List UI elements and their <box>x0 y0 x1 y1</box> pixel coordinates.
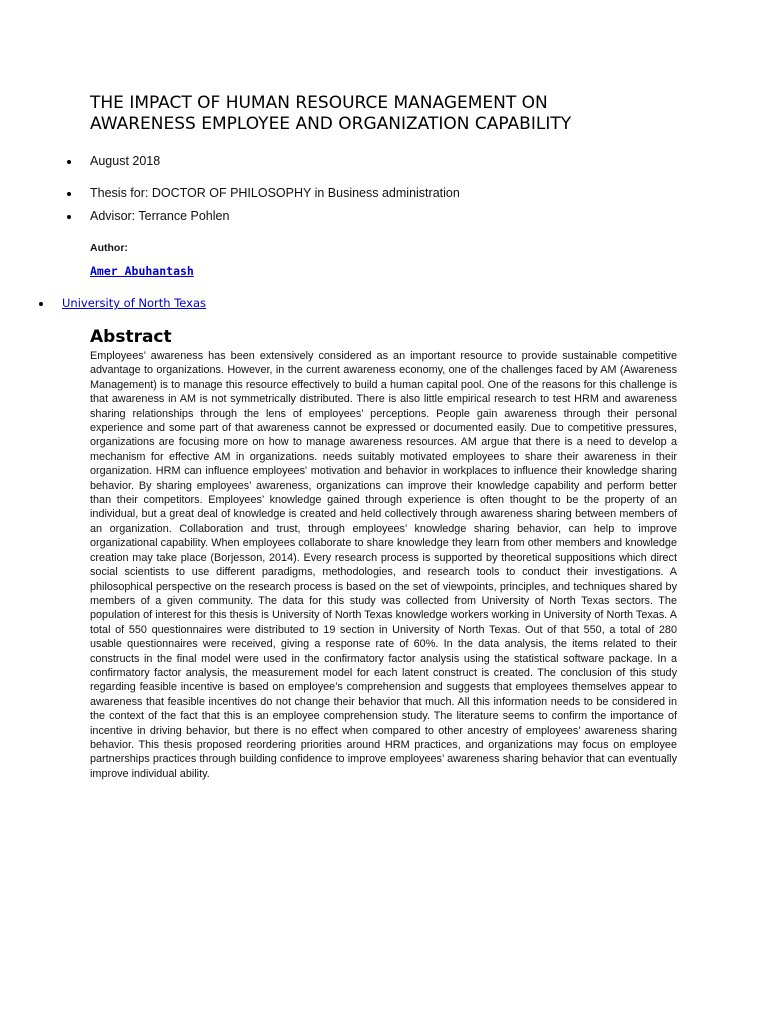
abstract-body: Employees’ awareness has been extensively considered as an important resource to provide sustainable competitive advantage to organizations. However, in the current awareness economy, one of the challenges faced by AM (Awareness Management) is to manage this resource effectively to build a human capital pool. One of the reasons for this challenge is that awareness in AM is not symmetrically distributed. There is also little empirical research to test HRM and awareness sharing relationships through the lens of employees’ perceptions. People gain awareness through their personal experience and some part of that awareness cannot be expressed or documented easily. Due to competitive pressures, organizations are focusing more on how to manage awareness resources. AM argue that there is a need to develop a mechanism for effective AM in organizations. needs suitably motivated employees to share their awareness in their organization. HRM can influence employees' motivation and behavior in workplaces to influence their knowledge sharing behavior. By sharing employees’ awareness, organizations can improve their knowledge capability and perform better than their competitors. Employees’ knowledge gained through experience is often thought to be the property of an individual, but a great deal of knowledge is created and held collectively through awareness sharing between members of an organization. Collaboration and trust, through employees’ knowledge sharing behavior, can help to improve organizational capability. When employees collaborate to share knowledge they learn from other members and knowledge creation may take place (Borjesson, 2014). Every research process is supported by theoretical suppositions which direct social scientists to use different paradigms, methodologies, and research tools to conduct their investigations. A philosophical perspective on the research process is based on the set of viewpoints, principles, and techniques shared by members of a given community. The data for this study was collected from University of North Texas sectors. The population of interest for this thesis is University of North Texas knowledge workers working in University of North Texas. A total of 550 questionnaires were distributed to 19 section in University of North Texas. Out of that 550, a total of 280 usable questionnaires were received, giving a response rate of 60%. In the data analysis, the items related to their constructs in the final model were used in the confirmatory factor analysis using the statistical software package. In a confirmatory factor analysis, the measurement model for each latent construct is created. The conclusion of this study regarding feasible incentive is based on employee’s comprehension and suggests that employees themselves appear to awareness that feasible incentives do not change their behavior that much. All this information needs to be considered in the context of the fact that this is an employee comprehension study. The literature seems to confirm the importance of incentive in driving behavior, but there is no effect when compared to other ancestry of employees’ awareness sharing behavior. This thesis proposed reordering priorities around HRM practices, and organizations may focus on employee partnerships practices through building confidence to improve employees’ awareness sharing behavior that can eventually improve individual ability. <box>90 350 677 780</box>
author-link[interactable]: Amer Abuhantash <box>90 264 194 278</box>
bullet-thesis <box>67 192 71 196</box>
author-label: Author: <box>90 242 128 254</box>
institution-link[interactable]: University of North Texas <box>62 296 207 310</box>
document-title-line-2: AWARENESS EMPLOYEE AND ORGANIZATION CAPABILITY <box>90 114 572 134</box>
thesis-degree: Thesis for: DOCTOR OF PHILOSOPHY in Business administration <box>90 186 460 200</box>
bullet-advisor <box>67 215 71 219</box>
bullet-institution <box>39 302 43 306</box>
publication-date: August 2018 <box>90 154 161 168</box>
bullet-date <box>67 160 71 164</box>
document-title-line-1: THE IMPACT OF HUMAN RESOURCE MANAGEMENT ON <box>90 93 548 113</box>
abstract-heading: Abstract <box>90 327 172 347</box>
document-title <box>90 93 690 135</box>
advisor: Advisor: Terrance Pohlen <box>90 209 230 223</box>
